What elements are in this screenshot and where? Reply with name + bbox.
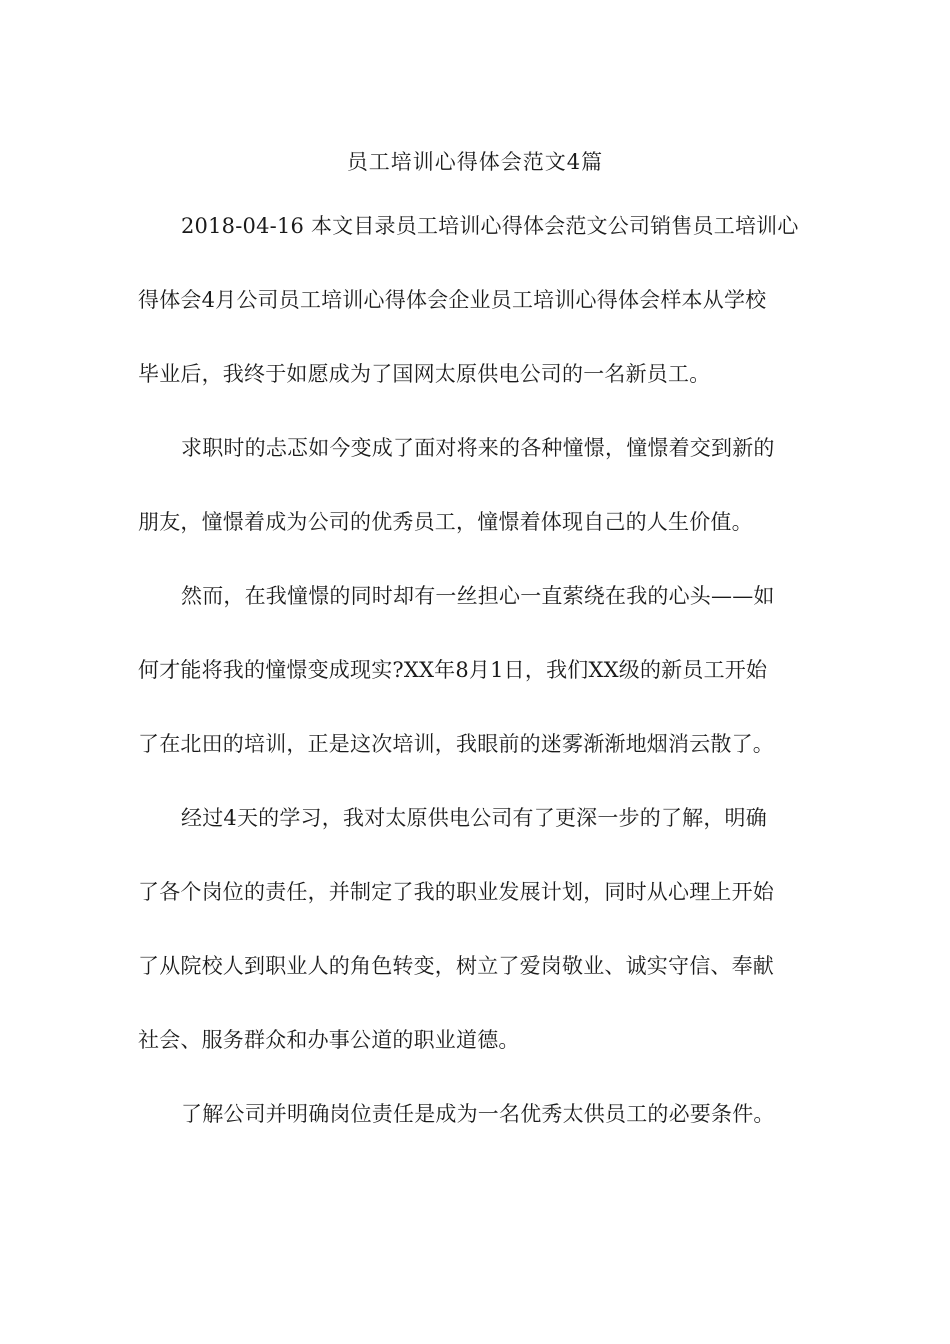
document-body xyxy=(138,208,814,1170)
text-line: 何才能将我的憧憬变成现实?XX年8月1日，我们XX级的新员工开始 xyxy=(138,658,768,682)
text-line: 经过4天的学习，我对太原供电公司有了更深一步的了解，明确 xyxy=(181,806,767,830)
text-line: 毕业后，我终于如愿成为了国网太原供电公司的一名新员工。 xyxy=(138,362,711,386)
document-title: 员工培训心得体会范文4篇 xyxy=(346,150,604,174)
text-line: 然而，在我憧憬的同时却有一丝担心一直萦绕在我的心头——如 xyxy=(181,584,775,608)
text-line: 了各个岗位的责任，并制定了我的职业发展计划，同时从心理上开始 xyxy=(138,880,774,904)
text-line: 了解公司并明确岗位责任是成为一名优秀太供员工的必要条件。 xyxy=(181,1102,775,1126)
text-line: 了从院校人到职业人的角色转变，树立了爱岗敬业、诚实守信、奉献 xyxy=(138,954,774,978)
text-line: 朋友，憧憬着成为公司的优秀员工，憧憬着体现自己的人生价值。 xyxy=(138,510,753,534)
text-line: 了在北田的培训，正是这次培训，我眼前的迷雾渐渐地烟消云散了。 xyxy=(138,732,774,756)
text-line: 社会、服务群众和办事公道的职业道德。 xyxy=(138,1028,520,1052)
text-line: 得体会4月公司员工培训心得体会企业员工培训心得体会样本从学校 xyxy=(138,288,767,312)
text-line: 求职时的忐忑如今变成了面对将来的各种憧憬，憧憬着交到新的 xyxy=(181,436,775,460)
text-line: 2018-04-16 本文目录员工培训心得体会范文公司销售员工培训心 xyxy=(181,214,799,238)
